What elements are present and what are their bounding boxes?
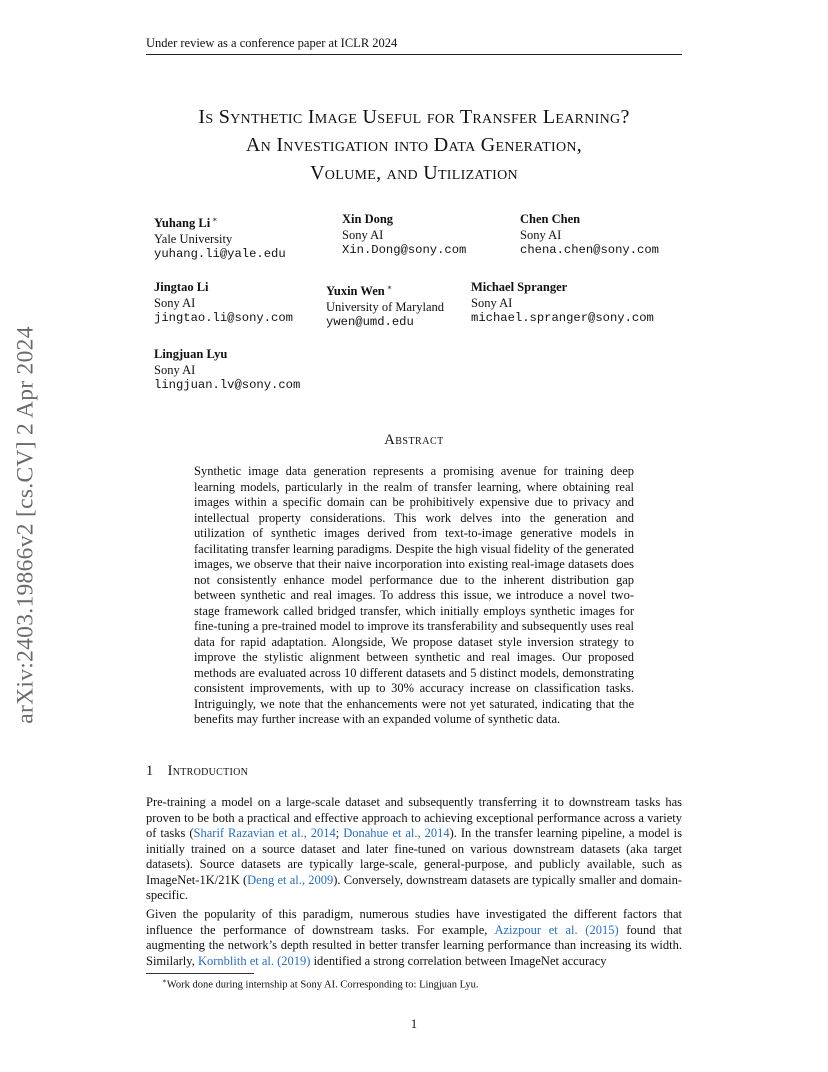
paragraph-text: Given the popularity of this paradigm, numerous studies have investigated the different factors that influence the performance of downstream tasks. For example, [146, 907, 682, 937]
citation-link[interactable]: Donahue et al., 2014 [343, 826, 450, 840]
citation-link[interactable]: Azizpour et al. (2015) [494, 922, 619, 937]
page-number: 1 [410, 1017, 418, 1031]
author-block [154, 347, 300, 394]
arxiv-watermark [2, 293, 50, 758]
author-affiliation: Sony AI [520, 227, 562, 242]
title-line-1: Is Synthetic Image Useful for Transfer Learning? [198, 106, 630, 128]
abstract-text: Synthetic image data generation represents a promising avenue for training deep learning models, particularly in the realm of transfer learning, where obtaining real images within a specific domain can be prohibitively expensive due to privacy and intellectual property considerations. This work delves into the generation and utilization of synthetic images derived from text-to-image generative models in facilitating transfer learning paradigms. Despite the high visual fidelity of the generated images, we observe that their naive incorporation into existing real-image datasets does not consistently enhance model performance due to the inherent distribution gap between synthetic and real images. To address this issue, we introduce a novel two-stage framework called bridged transfer, which initially employs synthetic images for fine-tuning a pre-trained model to improve its transferability and subsequently uses real data for rapid adaptation. Alongside, We propose dataset style inversion strategy to improve the stylistic alignment between synthetic and real images. Our proposed methods are evaluated across 10 different datasets and 5 distinct models, demonstrating consistent improvements, with up to 30% accuracy increase on classification tasks. Intriguingly, we note that the enhancements were not yet saturated, indicating that the benefits may further increase with an expanded volume of synthetic data. [194, 464, 634, 726]
author-affiliation: Sony AI [342, 227, 384, 242]
section-title: Introduction [167, 763, 249, 779]
author-affiliation: Sony AI [154, 362, 196, 377]
paper-title [120, 103, 708, 187]
paragraph-text: identified a strong correlation between ImageNet accuracy [310, 953, 607, 968]
author-email[interactable]: jingtao.li@sony.com [154, 311, 293, 325]
author-affiliation: Sony AI [471, 295, 513, 310]
author-name: Jingtao Li [154, 280, 209, 294]
footnote-divider [146, 973, 254, 974]
section-heading [146, 763, 248, 780]
author-block [154, 212, 286, 263]
paragraph-text: ). In the transfer learning pipeline, a model is initially trained on a source dataset and later fine-tuned on various downstream datasets (aka target datasets). Source datasets are typically large-scale, general-purpose, and publicly available, such as ImageNet-1K/21K ( [146, 826, 682, 887]
citation-link[interactable]: Deng et al., 2009 [247, 872, 334, 887]
paragraph-text: Pre-training a model on a large-scale dataset and subsequently transferring it to downstream tasks has proven to be both a practical and effective approach to achieving exceptional performance across a variety of tasks ( [146, 795, 682, 840]
author-email[interactable]: lingjuan.lv@sony.com [154, 378, 301, 392]
paragraph-text: ). Conversely, downstream datasets are typically smaller and domain-specific. [146, 872, 682, 902]
author-block [342, 212, 466, 259]
citation-link[interactable]: Sharif Razavian et al., 2014 [193, 826, 336, 840]
author-affiliation: Sony AI [154, 295, 196, 310]
intro-paragraph-2 [146, 907, 682, 969]
author-block [471, 280, 654, 327]
paragraph-text: found that augmenting the network’s depth resulted in better transfer learning performance than increasing its width. Similarly, [146, 922, 682, 968]
author-affiliation: Yale University [154, 231, 233, 246]
author-mark: ∗ [212, 215, 218, 224]
author-block [520, 212, 659, 259]
author-name: Yuhang Li [154, 216, 211, 231]
footnote [162, 977, 479, 991]
intro-paragraph-1 [146, 795, 682, 904]
author-name: Chen Chen [520, 212, 581, 226]
title-line-3: Volume, and Utilization [310, 162, 518, 184]
author-block [154, 280, 293, 327]
author-name: Xin Dong [342, 212, 394, 226]
author-affiliation: University of Maryland [326, 299, 445, 314]
paragraph-text: ; [335, 826, 344, 840]
author-name: Lingjuan Lyu [154, 347, 228, 361]
author-email[interactable]: chena.chen@sony.com [520, 243, 659, 257]
section-number: 1 [146, 763, 154, 779]
author-email[interactable]: yuhang.li@yale.edu [154, 247, 286, 262]
author-email[interactable]: ywen@umd.edu [326, 315, 414, 330]
author-name: Yuxin Wen [326, 284, 385, 299]
author-block [326, 280, 444, 331]
footnote-text: Work done during internship at Sony AI. Corresponding to: Lingjuan Lyu. [166, 979, 479, 991]
arxiv-id: arXiv:2403.19866v2 [cs.CV] 2 Apr 2024 [12, 326, 39, 724]
footnote-mark: ∗ [162, 977, 167, 985]
abstract-heading: Abstract [384, 432, 444, 448]
author-name: Michael Spranger [471, 280, 568, 294]
author-email[interactable]: michael.spranger@sony.com [471, 311, 654, 325]
citation-link[interactable]: Kornblith et al. (2019) [197, 953, 311, 968]
title-line-2: An Investigation into Data Generation, [245, 134, 583, 156]
running-header: Under review as a conference paper at ICLR 2024 [146, 36, 682, 55]
author-mark: ∗ [386, 283, 393, 292]
author-email[interactable]: Xin.Dong@sony.com [342, 243, 467, 257]
